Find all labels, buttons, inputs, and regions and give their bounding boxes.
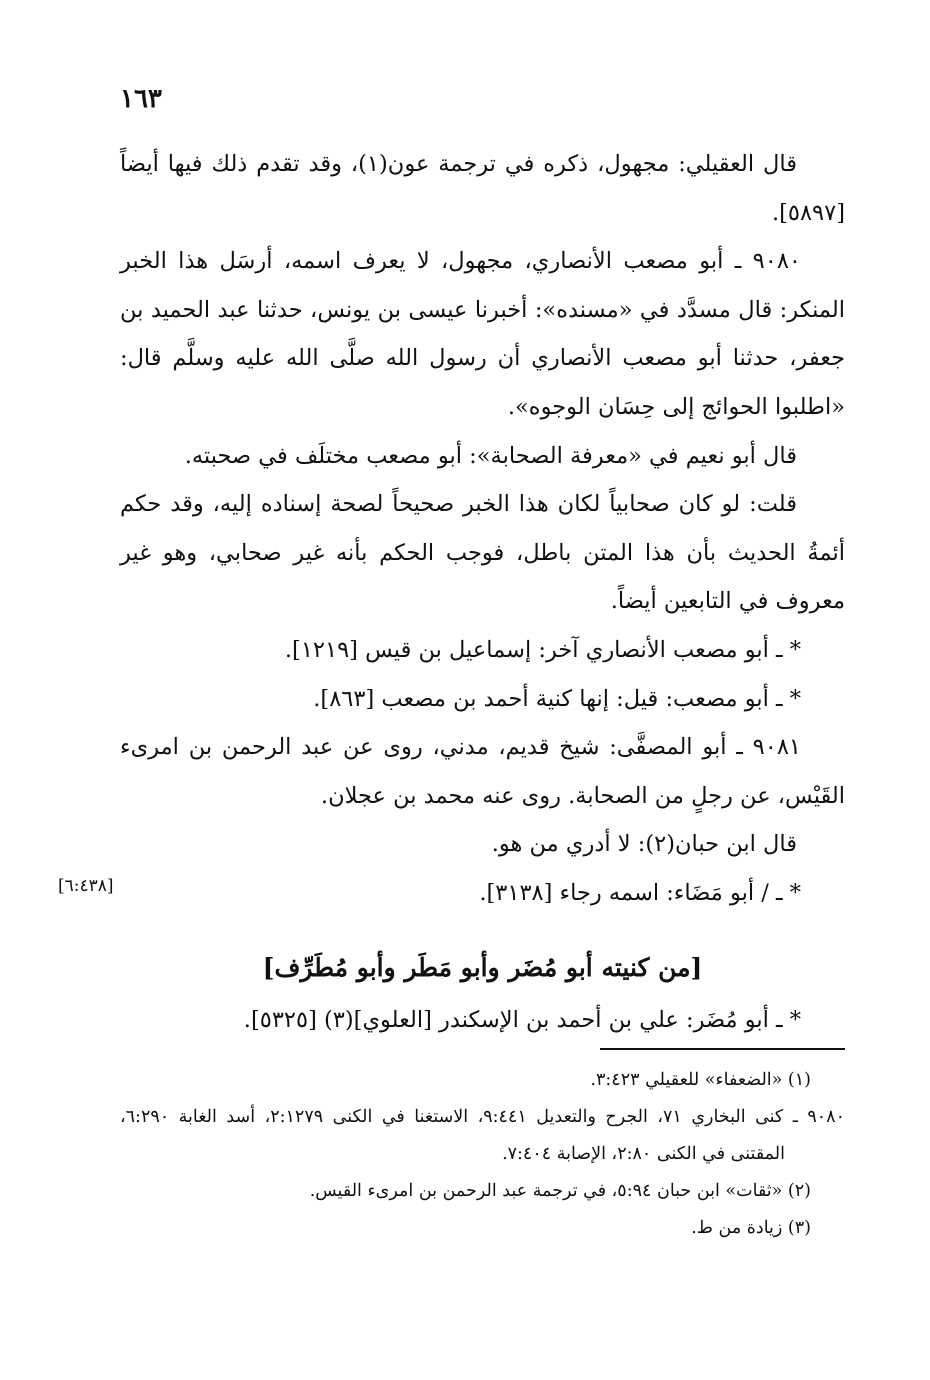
main-text	[120, 140, 845, 1044]
footnote-divider	[600, 1048, 845, 1050]
paragraph-qultu: قلت: لو كان صحابياً لكان هذا الخبر صحيحاً لصحة إسناده إليه، وقد حكم أئمةُ الحديث بأن هذا المتن باطل، فوجب الحكم بأنه غير صحابي، وهو غير معروف في التابعين أيضاً.	[120, 491, 845, 615]
footnote-9080-sources: ٩٠٨٠ ـ كنى البخاري ٧١، الجرح والتعديل ٩:٤٤١، الاستغنا في الكنى ٢:١٢٧٩، أسد الغابة ٦:٢٩٠، المقتنى في الكنى ٢:٨٠، الإصابة ٧:٤٠٤.	[120, 1107, 845, 1164]
cross-reference-musab: * ـ أبو مصعب: قيل: إنها كنية أحمد بن مصعب [٨٦٣].	[313, 685, 801, 712]
footnote-3: (٣) زيادة من ط.	[691, 1218, 811, 1238]
paragraph-aqili: قال العقيلي: مجهول، ذكره في ترجمة عون(١)، وقد تقدم ذلك فيها أيضاً [٥٨٩٧].	[120, 151, 845, 226]
cross-reference-mada: * ـ / أبو مَضَاء: اسمه رجاء [٣١٣٨].	[479, 879, 801, 906]
page-number: ١٦٣	[120, 84, 162, 114]
paragraph-ibn-hibban: قال ابن حبان(٢): لا أدري من هو.	[491, 831, 797, 858]
entry-9081: ٩٠٨١ ـ أبو المصفَّى: شيخ قديم، مدني، روى عن عبد الرحمن بن امرىء القَيْس، عن رجلٍ من الصحابة. روى عنه محمد بن عجلان.	[120, 734, 845, 809]
entry-9080: ٩٠٨٠ ـ أبو مصعب الأنصاري، مجهول، لا يعرف اسمه، أرسَل هذا الخبر المنكر: قال مسدَّد في «مسنده»: أخبرنا عيسى بن يونس، حدثنا عبد الحميد بن جعفر، حدثنا أبو مصعب الأنصاري أن رسول الله صلَّى الله عليه وسلَّم قال: «اطلبوا الحوائج إلى حِسَان الوجوه».	[120, 248, 845, 420]
footnote-1: (١) «الضعفاء» للعقيلي ٣:٤٢٣.	[590, 1070, 811, 1090]
footnote-2: (٢) «ثقات» ابن حبان ٥:٩٤، في ترجمة عبد الرحمن بن امرىء القيس.	[309, 1181, 811, 1201]
footnotes	[120, 1062, 845, 1247]
cross-reference-mudar: * ـ أبو مُضَر: علي بن أحمد بن الإسكندر [العلوي](٣) [٥٣٢٥].	[243, 1006, 801, 1033]
section-heading: [من كنيته أبو مُضَر وأبو مَطَر وأبو مُطَرِّف]	[262, 952, 703, 982]
margin-reference: [٦:٤٣٨]	[58, 876, 114, 896]
paragraph-abu-nuaym: قال أبو نعيم في «معرفة الصحابة»: أبو مصعب مختلَف في صحبته.	[184, 442, 797, 469]
cross-reference-ansari: * ـ أبو مصعب الأنصاري آخر: إسماعيل بن قيس [١٢١٩].	[284, 636, 801, 663]
